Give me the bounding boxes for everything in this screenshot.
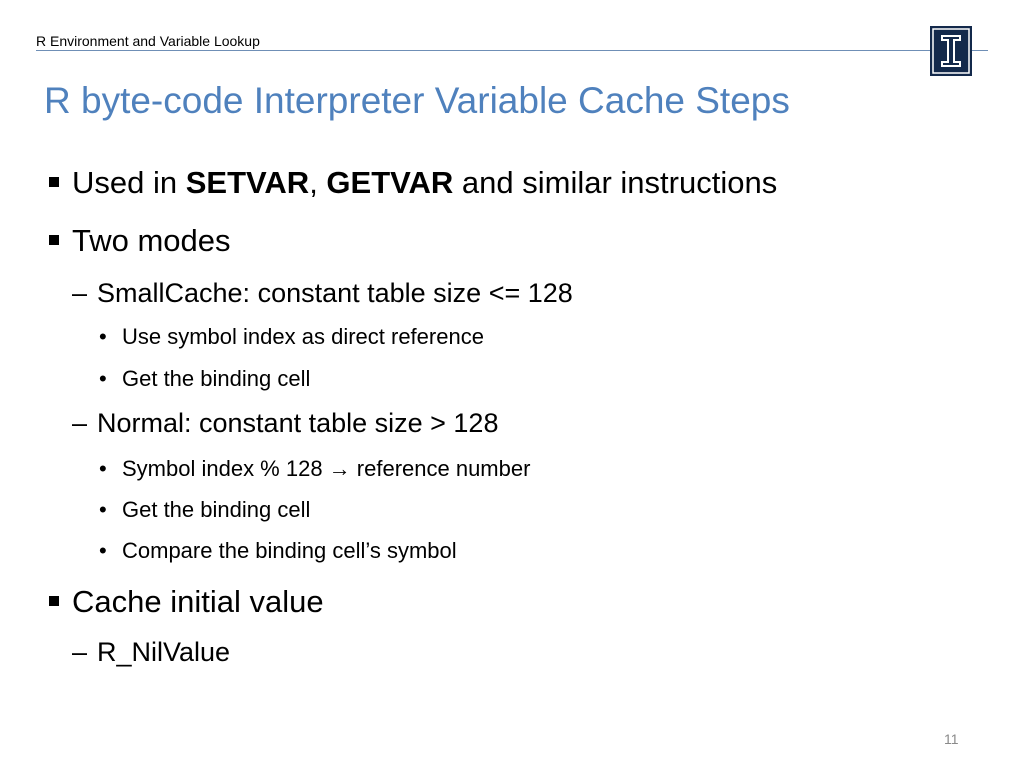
dot-bullet-icon: • [99, 497, 107, 522]
slide-header: R Environment and Variable Lookup [36, 33, 260, 49]
bullet-normal: Normal: constant table size > 128 [97, 408, 499, 438]
slide-title: R byte-code Interpreter Variable Cache Steps [44, 80, 790, 121]
square-bullet-icon [49, 596, 59, 606]
bullet-two-modes: Two modes [72, 223, 231, 258]
square-bullet-icon [49, 235, 59, 245]
setvar-keyword: SETVAR [185, 165, 310, 200]
dot-bullet-icon: • [99, 456, 107, 481]
bullet-text-post: reference number [350, 456, 531, 481]
dash-bullet-icon: – [72, 278, 88, 308]
bullet-compare-symbol: Compare the binding cell’s symbol [122, 538, 457, 563]
page-number: 11 [944, 731, 959, 747]
bullet-text-post: and similar instructions [453, 165, 778, 200]
bullet-get-binding-cell: Get the binding cell [122, 497, 311, 522]
dot-bullet-icon: • [99, 538, 107, 563]
bullet-symbol-index-direct: Use symbol index as direct reference [122, 324, 484, 349]
bullet-symbol-index-mod [122, 456, 530, 482]
dot-bullet-icon: • [99, 366, 107, 391]
square-bullet-icon [49, 177, 59, 187]
bullet-get-binding-cell: Get the binding cell [122, 366, 311, 391]
bullet-cache-initial-value: Cache initial value [72, 584, 324, 619]
bullet-separator: , [309, 165, 327, 200]
bullet-smallcache: SmallCache: constant table size <= 128 [97, 278, 573, 308]
bullet-text-pre: Used in [72, 165, 186, 200]
dash-bullet-icon: – [72, 637, 88, 667]
getvar-keyword: GETVAR [326, 165, 454, 200]
bullet-r-nilvalue: R_NilValue [97, 637, 231, 667]
dash-bullet-icon: – [72, 408, 88, 438]
dot-bullet-icon: • [99, 324, 107, 349]
arrow-right-icon: → [328, 456, 351, 481]
bullet-text-pre: Symbol index % 128 [122, 456, 329, 481]
bullet-used-in [72, 165, 777, 201]
